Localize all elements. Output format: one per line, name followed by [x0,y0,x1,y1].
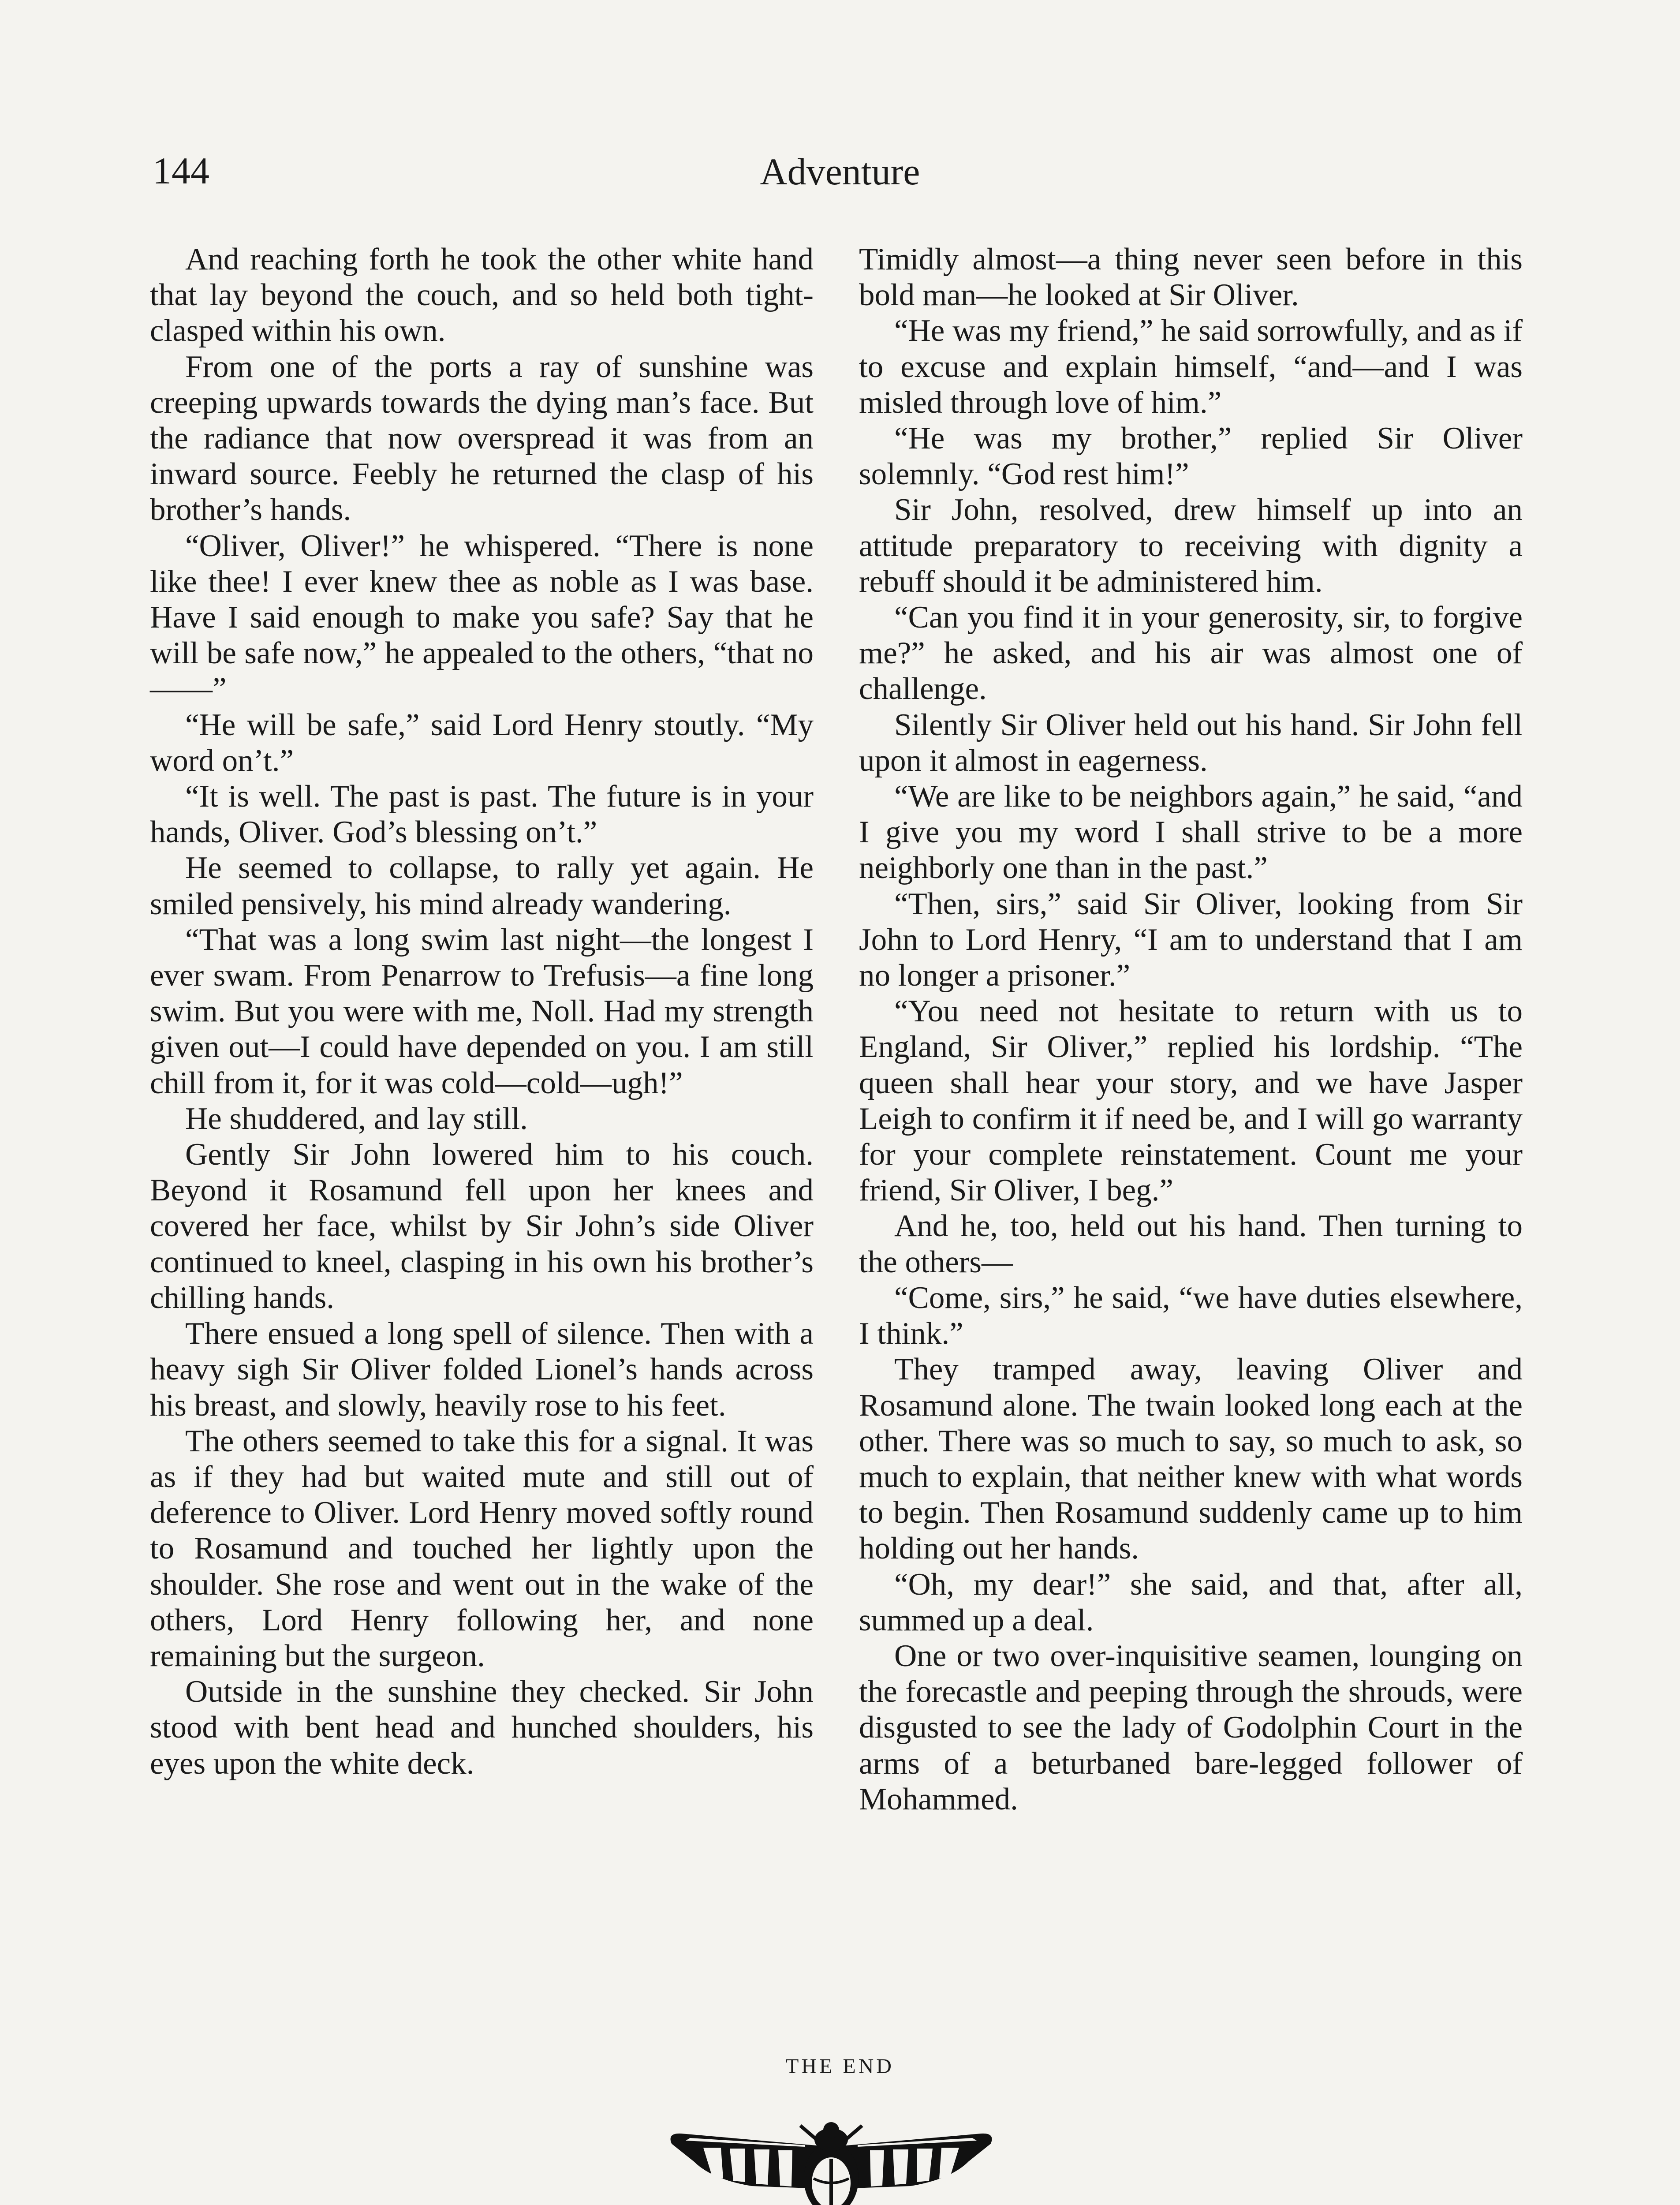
right-text-column [859,242,1523,1817]
paragraph: And reaching forth he took the other white hand that lay beyond the couch, and so held both tight-clasped within his own. [150,242,814,348]
paragraph: He shuddered, and lay still. [185,1101,528,1136]
paragraph: “Oh, my dear!” she said, and that, after all, summed up a deal. [859,1567,1523,1637]
paragraph: “That was a long swim last night—the longest I ever swam. From Penarrow to Trefusis—a fine long swim. But you were with me, Noll. Had my strength given out—I could have depended on you. I am still chill from it, for it was cold—cold—ugh!” [150,922,814,1100]
paragraph: The others seemed to take this for a signal. It was as if they had but waited mute and still out of deference to Oliver. Lord Henry moved softly round to Rosamund and touched her lightly upon the shoulder. She rose and went out in the wake of the others, Lord Henry following her, and none remaining but the surgeon. [150,1424,814,1673]
paragraph: Timidly almost—a thing never seen before in this bold man—he looked at Sir Oliver. [859,242,1523,313]
paragraph: “He will be safe,” said Lord Henry stoutly. “My word on’t.” [150,707,814,778]
paragraph: They tramped away, leaving Oliver and Rosamund alone. The twain looked long each at the other. There was so much to say, so much to ask, so much to explain, that neither knew with what words to begin. Then Rosamund suddenly came up to him holding out her hands. [859,1352,1523,1566]
paragraph: “We are like to be neighbors again,” he said, “and I give you my word I shall strive to be a more neighborly one than in the past.” [859,779,1523,886]
paragraph: “You need not hesitate to return with us to England, Sir Oliver,” replied his lordship. “The queen shall hear your story, and we have Jasper Leigh to confirm it if need be, and I will go warranty for your complete reinstatement. Count me your friend, Sir Oliver, I beg.” [859,994,1523,1208]
paragraph: “He was my friend,” he said sorrowfully, and as if to excuse and explain himself, “and—and I was misled through love of him.” [859,314,1523,420]
paragraph: From one of the ports a ray of sunshine was creeping upwards towards the dying man’s face. But the radiance that now overspread it was from an inward source. Feebly he returned the clasp of his brother’s hands. [150,349,814,527]
paragraph: Outside in the sunshine they checked. Sir John stood with bent head and hunched shoulders, his eyes upon the white deck. [150,1674,814,1781]
paragraph: “Can you find it in your generosity, sir, to forgive me?” he asked, and his air was almost one of challenge. [859,600,1523,706]
paragraph: He seemed to collapse, to rally yet again. He smiled pensively, his mind already wandering. [150,851,814,921]
paragraph: And he, too, held out his hand. Then turning to the others— [859,1209,1523,1279]
winged-scarab-icon [664,2112,999,2205]
page-number: 144 [153,149,209,192]
paragraph: Silently Sir Oliver held out his hand. Sir John fell upon it almost in eagerness. [859,707,1523,778]
paragraph: Gently Sir John lowered him to his couch. Beyond it Rosamund fell upon her knees and covered her face, whilst by Sir John’s side Oliver continued to kneel, clasping in his own his brother’s chilling hands. [150,1137,814,1315]
running-head-title: Adventure [760,150,920,193]
paragraph: “Then, sirs,” said Sir Oliver, looking from Sir John to Lord Henry, “I am to understand that I am no longer a prisoner.” [859,886,1523,993]
paragraph: “It is well. The past is past. The future is in your hands, Oliver. God’s blessing on’t.” [150,779,814,850]
the-end-label: THE END [786,2055,894,2078]
paragraph: “Come, sirs,” he said, “we have duties elsewhere, I think.” [859,1280,1523,1351]
paragraph: One or two over-inquisitive seamen, lounging on the forecastle and peeping through the shrouds, were disgusted to see the lady of Godolphin Court in the arms of a beturbaned bare-legged follower of Mohammed. [859,1638,1523,1816]
paragraph: “He was my brother,” replied Sir Oliver solemnly. “God rest him!” [859,421,1523,492]
paragraph: Sir John, resolved, drew himself up into an attitude preparatory to receiving with dignity a rebuff should it be administered him. [859,493,1523,599]
left-text-column [150,242,814,1782]
paragraph: There ensued a long spell of silence. Then with a heavy sigh Sir Oliver folded Lionel’s hands across his breast, and slowly, heavily rose to his feet. [150,1316,814,1423]
paragraph: “Oliver, Oliver!” he whispered. “There is none like thee! I ever knew thee as noble as I was base. Have I said enough to make you safe? Say that he will be safe now,” he appealed to the others, “that no——” [150,528,814,706]
